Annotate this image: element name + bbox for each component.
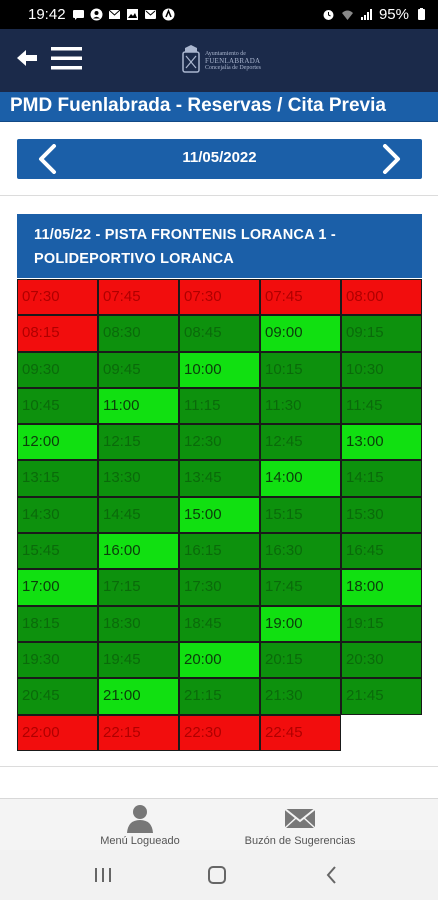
time-slot-dark[interactable]: 13:15 <box>17 460 98 496</box>
time-slot-light[interactable]: 20:00 <box>179 642 260 678</box>
logo-line-3: Concejalía de Deportes <box>205 64 261 71</box>
time-slot-light[interactable]: 11:00 <box>98 388 179 424</box>
page-title-bar <box>0 92 438 122</box>
time-slot-dark[interactable]: 13:45 <box>179 460 260 496</box>
time-slot-dark[interactable]: 21:15 <box>179 678 260 714</box>
envelope-icon <box>284 803 316 833</box>
time-slot-red: 07:45 <box>98 279 179 315</box>
signal-icon <box>360 8 373 21</box>
time-slot-light[interactable]: 16:00 <box>98 533 179 569</box>
time-slot-dark[interactable]: 16:45 <box>341 533 422 569</box>
time-slot-dark[interactable]: 20:30 <box>341 642 422 678</box>
time-slot-dark[interactable]: 12:30 <box>179 424 260 460</box>
time-slot-light[interactable]: 13:00 <box>341 424 422 460</box>
time-slot-dark[interactable]: 15:45 <box>17 533 98 569</box>
time-slot-red: 07:45 <box>260 279 341 315</box>
back-arrow-icon[interactable] <box>16 47 38 69</box>
time-slot-light[interactable]: 17:00 <box>17 569 98 605</box>
current-date: 11/05/2022 <box>182 149 257 166</box>
time-slot-dark[interactable]: 11:30 <box>260 388 341 424</box>
time-slot-dark[interactable]: 13:30 <box>98 460 179 496</box>
recent-apps-icon[interactable] <box>93 865 113 885</box>
time-slot-dark[interactable]: 11:45 <box>341 388 422 424</box>
time-slot-light[interactable]: 19:00 <box>260 606 341 642</box>
time-slot-red: 07:30 <box>179 279 260 315</box>
logo-text <box>205 51 261 72</box>
time-slot-dark[interactable]: 18:15 <box>17 606 98 642</box>
system-nav-bar <box>0 850 438 900</box>
mail-icon <box>144 8 157 21</box>
app-bar <box>0 29 438 92</box>
time-slot-dark[interactable]: 10:15 <box>260 352 341 388</box>
crest-icon <box>180 44 202 78</box>
time-slot-dark[interactable]: 20:15 <box>260 642 341 678</box>
time-slot-dark[interactable]: 21:30 <box>260 678 341 714</box>
time-slot-red: 22:45 <box>260 715 341 751</box>
empty-cell <box>341 715 422 751</box>
status-bar <box>0 0 438 29</box>
menu-logueado-label: Menú Logueado <box>100 835 180 847</box>
time-slot-dark[interactable]: 18:30 <box>98 606 179 642</box>
time-slot-dark[interactable]: 17:30 <box>179 569 260 605</box>
time-slot-light[interactable]: 10:00 <box>179 352 260 388</box>
time-slot-dark[interactable]: 15:30 <box>341 497 422 533</box>
time-slot-light[interactable]: 21:00 <box>98 678 179 714</box>
city-logo <box>180 40 262 82</box>
time-slot-dark[interactable]: 12:15 <box>98 424 179 460</box>
time-slot-red: 08:00 <box>341 279 422 315</box>
system-back-icon[interactable] <box>322 865 342 885</box>
buzon-sugerencias-tab[interactable] <box>232 803 368 847</box>
time-slot-dark[interactable]: 08:45 <box>179 315 260 351</box>
home-icon[interactable] <box>207 865 227 885</box>
time-slot-grid <box>17 279 422 751</box>
time-slot-light[interactable]: 15:00 <box>179 497 260 533</box>
bottom-tab-bar <box>0 798 438 850</box>
account-icon <box>90 8 103 21</box>
logo-line-1: Ayuntamiento de <box>205 50 246 57</box>
time-slot-dark[interactable]: 17:45 <box>260 569 341 605</box>
page-title: PMD Fuenlabrada - Reservas / Cita Previa <box>10 95 386 116</box>
wifi-icon <box>341 8 354 21</box>
battery-icon <box>415 8 428 21</box>
court-title-line-1: 11/05/22 - PISTA FRONTENIS LORANCA 1 - <box>34 227 336 243</box>
time-slot-dark[interactable]: 20:45 <box>17 678 98 714</box>
time-slot-dark[interactable]: 09:45 <box>98 352 179 388</box>
time-slot-dark[interactable]: 21:45 <box>341 678 422 714</box>
sms-icon <box>72 8 85 21</box>
buzon-sugerencias-label: Buzón de Sugerencias <box>244 835 356 847</box>
user-icon <box>125 803 155 833</box>
status-right <box>322 6 428 23</box>
time-slot-dark[interactable]: 19:15 <box>341 606 422 642</box>
time-slot-dark[interactable]: 10:45 <box>17 388 98 424</box>
menu-logueado-tab[interactable] <box>90 803 190 847</box>
time-slot-dark[interactable]: 09:15 <box>341 315 422 351</box>
time-slot-red: 22:15 <box>98 715 179 751</box>
court-title-line-2: POLIDEPORTIVO LORANCA <box>34 251 234 267</box>
app-icon <box>162 8 175 21</box>
time-slot-light[interactable]: 18:00 <box>341 569 422 605</box>
time-slot-dark[interactable]: 08:30 <box>98 315 179 351</box>
time-slot-dark[interactable]: 19:30 <box>17 642 98 678</box>
time-slot-red: 07:30 <box>17 279 98 315</box>
time-slot-dark[interactable]: 09:30 <box>17 352 98 388</box>
time-slot-dark[interactable]: 11:15 <box>179 388 260 424</box>
status-time: 19:42 <box>28 6 66 23</box>
time-slot-dark[interactable]: 17:15 <box>98 569 179 605</box>
next-day-chevron-icon[interactable] <box>377 144 405 174</box>
time-slot-dark[interactable]: 12:45 <box>260 424 341 460</box>
image-icon <box>126 8 139 21</box>
time-slot-dark[interactable]: 19:45 <box>98 642 179 678</box>
time-slot-dark[interactable]: 14:30 <box>17 497 98 533</box>
time-slot-light[interactable]: 14:00 <box>260 460 341 496</box>
hamburger-menu-icon[interactable] <box>51 47 82 70</box>
time-slot-dark[interactable]: 15:15 <box>260 497 341 533</box>
date-navigator <box>17 139 422 179</box>
time-slot-red: 22:00 <box>17 715 98 751</box>
notification-icons <box>72 8 175 21</box>
time-slot-dark[interactable]: 18:45 <box>179 606 260 642</box>
time-slot-light[interactable]: 12:00 <box>17 424 98 460</box>
time-slot-dark[interactable]: 16:15 <box>179 533 260 569</box>
battery-percent: 95% <box>378 6 409 23</box>
time-slot-dark[interactable]: 10:30 <box>341 352 422 388</box>
alarm-icon <box>322 8 335 21</box>
time-slot-light[interactable]: 09:00 <box>260 315 341 351</box>
divider <box>0 766 438 767</box>
email-icon <box>108 8 121 21</box>
time-slot-red: 08:15 <box>17 315 98 351</box>
court-header <box>17 214 422 278</box>
time-slot-red: 22:30 <box>179 715 260 751</box>
time-slot-dark[interactable]: 14:15 <box>341 460 422 496</box>
divider <box>0 195 438 196</box>
time-slot-dark[interactable]: 14:45 <box>98 497 179 533</box>
time-slot-dark[interactable]: 16:30 <box>260 533 341 569</box>
logo-line-2: FUENLABRADA <box>205 56 261 65</box>
